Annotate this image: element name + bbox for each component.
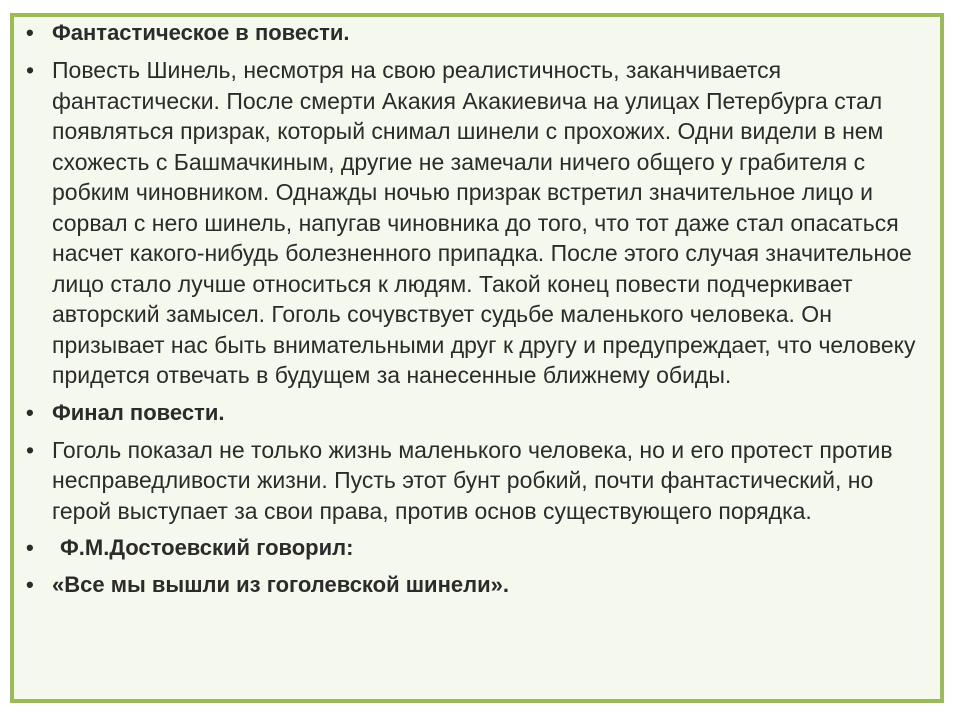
bullet-paragraph-ending: • Повесть Шинель, несмотря на свою реалистичность, заканчивается фантастически. После смерти Акакия Акакиевича на улицах Петербурга стал появляться призрак, который снимал шинели с прохожих. Одни видели в нем схожесть с Башмачкиным, другие не замечали ничего общего у грабителя с робким чиновником. Однажды ночью призрак встретил значительное лицо и сорвал с него шинель, напугав чиновника до того, что тот даже стал опасаться насчет какого-нибудь болезненного припадка. После этого случая значительное лицо стало лучше относиться к людям. Такой конец повести подчеркивает авторский замысел. Гоголь сочувствует судьбе маленького человека. Он призывает нас быть внимательными друг к другу и предупреждает, что человеку придется отвечать в будущем за нанесенные ближнему обиды. bbox=[22, 55, 922, 391]
bullet-heading-fantastic: • Фантастическое в повести. bbox=[22, 18, 922, 48]
bullet-quote-overcoat: • «Все мы вышли из гоголевской шинели». bbox=[22, 570, 922, 600]
bullet-list bbox=[22, 18, 922, 600]
bullet-heading-finale: • Финал повести. bbox=[22, 398, 922, 428]
bullet-heading-dostoevsky: • Ф.М.Достоевский говорил: bbox=[22, 533, 922, 563]
slide-content bbox=[22, 18, 922, 607]
bullet-paragraph-protest: • Гоголь показал не только жизнь маленького человека, но и его протест против несправедливости жизни. Пусть этот бунт робкий, почти фантастический, но герой выступает за свои права, против основ существующего порядка. bbox=[22, 435, 922, 527]
